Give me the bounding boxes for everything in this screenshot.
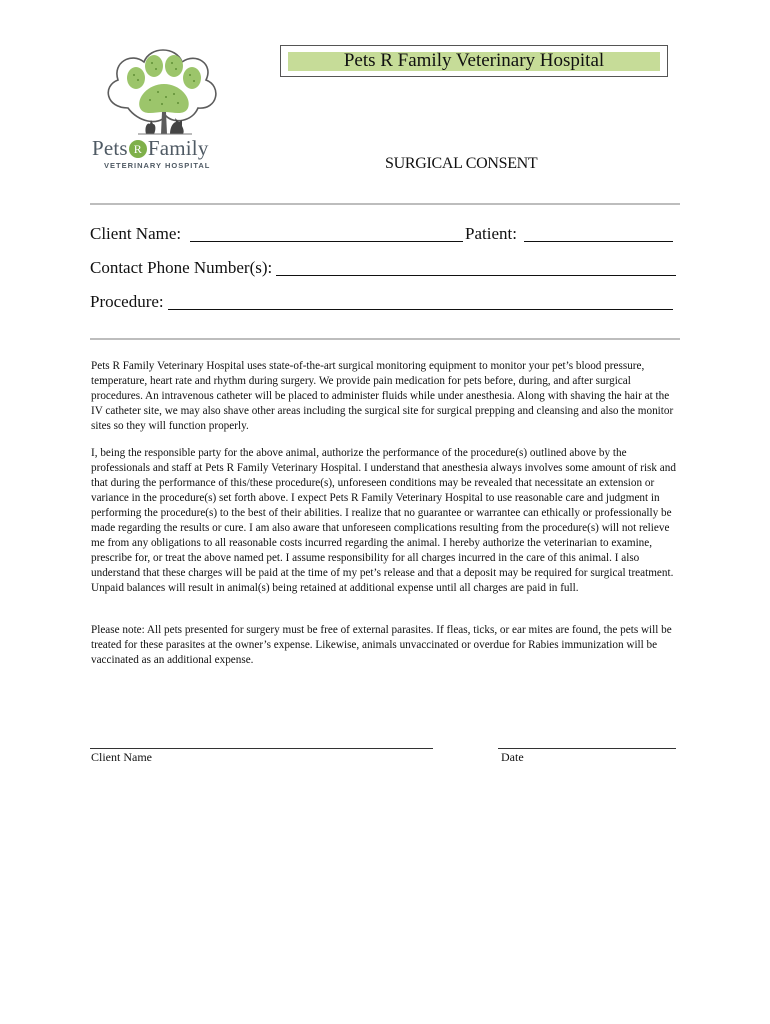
date-line[interactable] [498, 748, 676, 749]
document-title: SURGICAL CONSENT [385, 155, 538, 172]
logo-subtitle: VETERINARY HOSPITAL [104, 161, 211, 170]
paragraph-authorization: I, being the responsible party for the above animal, authorize the performance of the procedure(s) outlined above by the professionals and staff at Pets R Family Veterinary Hospital. I understand that anesthesia always involves some amount of risk and that during the performance of this/these procedure(s), unforeseen conditions may be revealed that necessitate an extension or variance in the procedure(s) set forth above. I expect Pets R Family Veterinary Hospital to use reasonable care and judgment in performing the procedure(s) to the best of their abilities. I realize that no guarantee or warrantee can ethically or professionally be made regarding the results or cure. I am also aware that unforeseen complications resulting from the procedure(s) will not relieve me from any obligations to all reasonable costs incurred regarding the animal. I hereby authorize the veterinarian to examine, prescribe for, or treat the above named pet. I assume responsibility for all charges incurred in the care of this animal. I also understand that these charges will be paid at the time of my pet’s release and that a deposit may be required for surgical treatment. Unpaid balances will result in animal(s) being retained at additional expense until all charges are paid in full. [91, 447, 676, 594]
hospital-title-band [288, 52, 660, 71]
paragraph-monitoring: Pets R Family Veterinary Hospital uses state-of-the-art surgical monitoring equipment to monitor your pet’s blood pressure, temperature, heart rate and rhythm during surgery. We provide pain medication for pets before, during, and after surgical procedures. An intravenous catheter will be placed to administer fluids while under anesthesia. Along with shaving the hair at the IV catheter site, we may also shave other areas including the surgical site for surgical prepping and cleansing and also the monitor sites so they will function properly. [91, 360, 674, 432]
top-divider [90, 203, 680, 205]
client-signature-line[interactable] [90, 748, 433, 749]
fields-divider [90, 338, 680, 340]
client-name-label: Client Name: [90, 224, 182, 243]
hospital-title: Pets R Family Veterinary Hospital [343, 50, 605, 71]
paragraph-please-note: Please note: All pets presented for surgery must be free of external parasites. If fleas, ticks, or ear mites are found, the pets will be treated for these parasites at the owner’s expense. Likewise, animals unvaccinated or overdue for Rabies immunization will be vaccinated as an additional expense. [91, 624, 672, 666]
logo-word-family: Family [147, 136, 209, 160]
hospital-title-box [280, 45, 668, 77]
logo-r-badge: R [129, 140, 147, 158]
client-signature-label: Client Name [91, 750, 152, 764]
procedure-label: Procedure: [90, 292, 164, 311]
contact-phone-label: Contact Phone Number(s): [90, 258, 273, 277]
procedure-field[interactable] [168, 309, 673, 310]
patient-field[interactable] [524, 241, 673, 242]
date-label: Date [501, 750, 524, 764]
contact-phone-field[interactable] [276, 275, 676, 276]
logo-word-pets: Pets [92, 136, 128, 160]
logo-wordmark [92, 136, 209, 161]
patient-label: Patient: [465, 224, 517, 243]
client-name-field[interactable] [190, 241, 463, 242]
